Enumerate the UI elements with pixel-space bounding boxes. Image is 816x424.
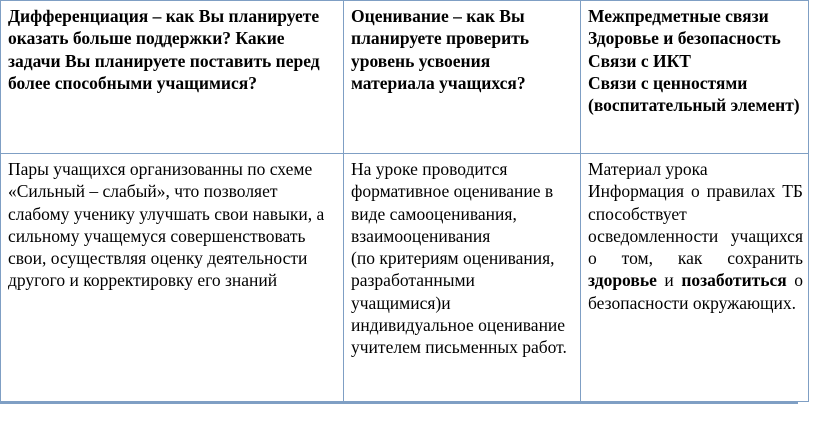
- header-ict-line: Связи с ИКТ: [588, 50, 691, 71]
- header-cell-differentiation: [1, 1, 344, 154]
- body-safety-paragraph: [588, 180, 803, 314]
- body-health-bold: здоровье: [588, 270, 657, 291]
- body-assessment-text-2: (по критериям оценивания, разработанными учащимися)и индивидуальное оценивание учителем письменных работ.: [351, 248, 567, 358]
- content-row: [1, 154, 809, 402]
- body-assessment-text-1: На уроке проводится формативное оценивание в виде самооценивания, взаимооценивания: [351, 159, 554, 246]
- body-differentiation-text: Пары учащихся организованны по схеме «Сильный – слабый», что позволяет слабому ученику улучшать свои навыки, а сильному учащемуся совершенствовать свои, осуществляя оценку деятельности другого и корректировку его знаний: [8, 159, 325, 291]
- body-cell-cross-curricular: [581, 154, 809, 402]
- table-bottom-border: [0, 402, 798, 404]
- header-cross-curricular-line: Межпредметные связи: [588, 6, 769, 26]
- header-cell-cross-curricular: [581, 1, 809, 154]
- header-health-safety-line: Здоровье и безопасность: [588, 28, 781, 49]
- body-safety-text-2: о безопасности окружающих.: [588, 270, 804, 313]
- header-values-line: Связи с ценностями (воспитательный элемент): [588, 72, 800, 116]
- header-assessment-text: Оценивание – как Вы планируете проверить уровень усвоения материала учащихся?: [351, 6, 530, 93]
- header-cell-assessment: [344, 1, 581, 154]
- body-material-line: Материал урока: [588, 159, 708, 179]
- body-safety-text-1: Информация о правилах ТБ способствует осведомленности учащихся о том, как сохранить: [588, 181, 803, 269]
- body-care-bold: позаботиться: [681, 270, 787, 291]
- body-and-word: и: [664, 270, 674, 291]
- header-row: [1, 1, 809, 154]
- body-cell-differentiation: [1, 154, 344, 402]
- body-cell-assessment: [344, 154, 581, 402]
- header-differentiation-text: Дифференциация – как Вы планируете оказать больше поддержки? Какие задачи Вы планируете поставить перед более способными учащимися?: [8, 6, 320, 93]
